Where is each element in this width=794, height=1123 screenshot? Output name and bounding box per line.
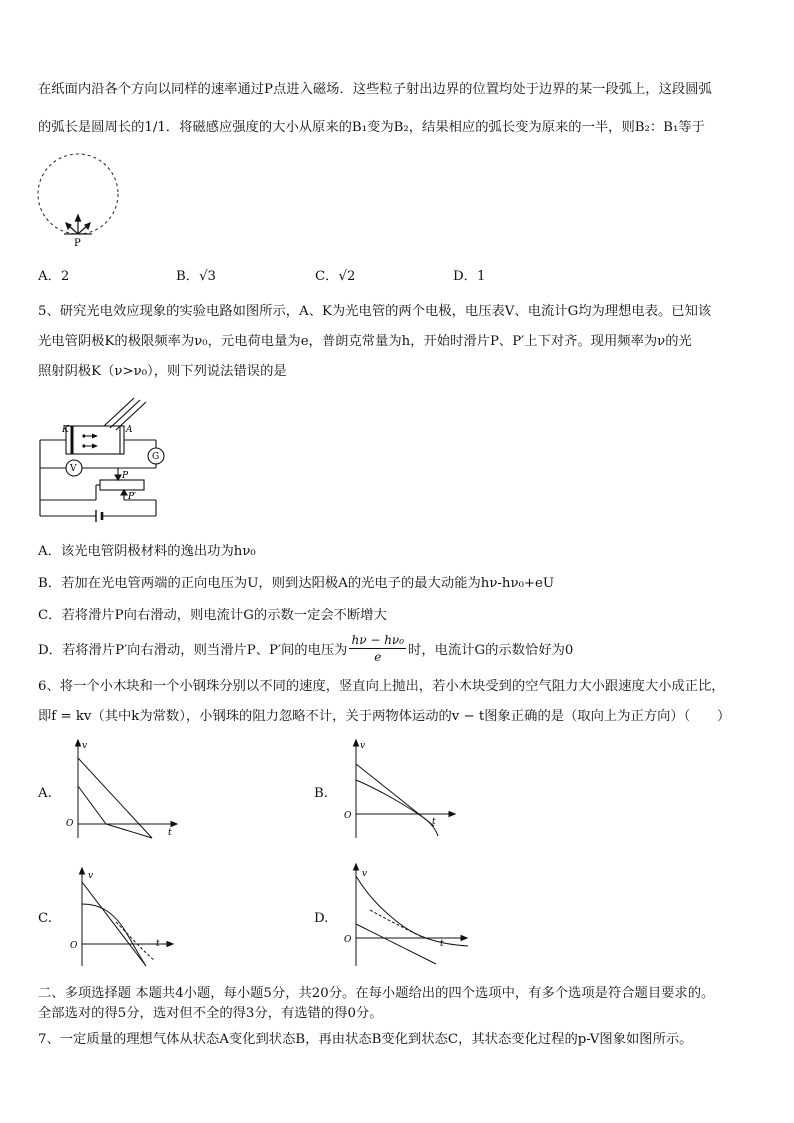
q5-option-d[interactable] xyxy=(38,632,573,665)
q5-text-line-2: 光电管阴极K的极限频率为ν₀，元电荷电量为e，普朗克常量为h，开始时滑片P、P′上下对齐。现用频率为ν的光 xyxy=(38,334,692,349)
q5-option-d-numerator: hν − hν₀ xyxy=(351,633,405,647)
q6-graph-d-t-label: t xyxy=(440,939,444,949)
section-2-header-line-2: 全部选对的得5分，选对但不全的得3分，有选错的得0分。 xyxy=(38,1006,383,1021)
q6-option-c[interactable]: C. xyxy=(38,911,52,926)
q6-text-line-2: 即f = kv（其中k为常数），小钢珠的阻力忽略不计，关于两物体运动的v − t图象正确的是（取向上为正方向）（ ） xyxy=(38,709,731,724)
q4-option-d[interactable]: D．1 xyxy=(453,269,486,284)
q6-graph-b-origin-label: O xyxy=(344,811,352,821)
q5-voltmeter-label: V xyxy=(70,464,77,474)
q5-option-d-suffix: 时，电流计G的示数恰好为0 xyxy=(408,643,574,658)
q4-text-line-2: 的弧长是圆周长的1/1．将磁感应强度的大小从原来的B₁变为B₂，结果相应的弧长变为原来的一半，则B₂：B₁等于 xyxy=(38,120,705,135)
q5-circuit-diagram xyxy=(36,396,176,524)
q5-electrode-k-label: K xyxy=(62,425,69,435)
q6-graph-c xyxy=(66,866,178,970)
q5-option-b[interactable]: B．若加在光电管两端的正向电压为U，则到达阳极A的光电子的最大动能为hν-hν₀+eU xyxy=(38,576,555,591)
q6-graph-d xyxy=(340,862,470,970)
q7-text-line-1: 7、一定质量的理想气体从状态A变化到状态B，再由状态B变化到状态C，其状态变化过程的p-V图象如图所示。 xyxy=(38,1032,693,1047)
q5-option-c[interactable]: C．若将滑片P向右滑动，则电流计G的示数一定会不断增大 xyxy=(38,608,387,623)
q5-option-d-denominator: e xyxy=(374,650,382,664)
q6-graph-b-v-label: v xyxy=(360,741,366,751)
q6-option-d[interactable]: D. xyxy=(314,911,329,926)
q4-option-a[interactable]: A．2 xyxy=(38,269,70,284)
q4-magnetic-field-figure xyxy=(34,148,124,248)
q4-text-line-1: 在纸面内沿各个方向以同样的速率通过P点进入磁场．这些粒子射出边界的位置均处于边界的某一段弧上，这段圆弧 xyxy=(38,82,712,97)
q5-text-line-3: 照射阴极K（ν>ν₀），则下列说法错误的是 xyxy=(38,364,287,379)
q6-option-a[interactable]: A. xyxy=(38,786,52,801)
q5-slider-p-label: P xyxy=(122,471,129,481)
q6-graph-d-v-label: v xyxy=(362,869,368,879)
q5-electrode-a-label: A xyxy=(126,425,133,435)
q5-option-a[interactable]: A．该光电管阴极材料的逸出功为hν₀ xyxy=(38,544,256,559)
q6-graph-c-t-label: t xyxy=(156,939,160,949)
q4-option-c[interactable]: C．√2 xyxy=(315,269,356,284)
section-2-header-line-1: 二、多项选择题 本题共4小题，每小题5分，共20分。在每小题给出的四个选项中，有多个选项是符合题目要求的。 xyxy=(38,986,715,1001)
q6-graph-a xyxy=(62,738,182,842)
q6-graph-c-origin-label: O xyxy=(70,941,78,951)
q6-option-b[interactable]: B. xyxy=(314,786,328,801)
q4-point-p-label: P xyxy=(74,238,81,248)
q6-graph-c-v-label: v xyxy=(88,871,94,881)
q4-option-b[interactable]: B．√3 xyxy=(176,269,217,284)
q5-text-line-1: 5、研究光电效应现象的实验电路如图所示，A、K为光电管的两个电极，电压表V、电流计G均为理想电表。已知该 xyxy=(38,304,712,319)
q5-option-d-fraction xyxy=(349,632,406,665)
q6-graph-d-origin-label: O xyxy=(344,935,352,945)
q5-slider-p-prime-label: P′ xyxy=(128,492,137,502)
q6-graph-a-t-label: t xyxy=(168,828,172,838)
q6-graph-a-v-label: v xyxy=(82,741,88,751)
q5-option-d-prefix: D．若将滑片P′向右滑动，则当滑片P、P′间的电压为 xyxy=(38,643,348,658)
q6-graph-a-origin-label: O xyxy=(66,819,74,829)
q5-galvanometer-label: G xyxy=(152,452,160,462)
q6-graph-b xyxy=(340,738,460,842)
q6-graph-b-t-label: t xyxy=(432,817,436,827)
q6-text-line-1: 6、将一个小木块和一个小钢珠分别以不同的速度，竖直向上抛出，若小木块受到的空气阻力大小跟速度大小成正比， xyxy=(38,679,725,694)
